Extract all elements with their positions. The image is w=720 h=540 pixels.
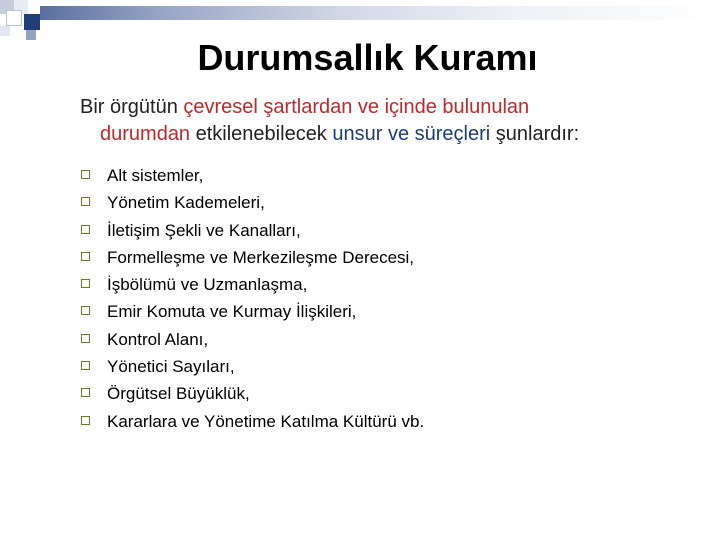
hollow-square-bullet-icon <box>81 334 90 343</box>
list-item-label: Kontrol Alanı, <box>107 329 209 349</box>
decor-square <box>6 10 22 26</box>
list-item-label: Alt sistemler, <box>107 166 204 185</box>
hollow-square-bullet-icon <box>81 252 90 261</box>
hollow-square-bullet-icon <box>81 225 90 234</box>
list-item <box>80 380 424 407</box>
bullet-list <box>80 162 424 435</box>
list-item-label: Yönetim Kademeleri, <box>107 193 265 213</box>
hollow-square-bullet-icon <box>81 416 90 425</box>
list-item <box>80 298 424 325</box>
list-item-label: Formelleşme ve Merkezileşme Derecesi, <box>107 247 415 267</box>
intro-highlight: çevresel şartlardan ve içinde bulunulan <box>183 96 530 118</box>
list-item-label: İşbölümü ve Uzmanlaşma, <box>107 275 308 295</box>
intro-line-2 <box>80 121 700 148</box>
hollow-square-bullet-icon <box>81 361 90 370</box>
decor-square <box>24 14 40 30</box>
hollow-square-bullet-icon <box>81 170 90 179</box>
list-item-label: Örgütsel Büyüklük, <box>107 384 250 404</box>
slide-title: Durumsallık Kuramı <box>197 37 538 78</box>
hollow-square-bullet-icon <box>81 279 90 288</box>
list-item <box>80 353 424 380</box>
intro-text: şunlardır: <box>490 123 580 145</box>
intro-paragraph <box>80 94 700 148</box>
intro-highlight-blue: unsur ve süreçleri <box>332 123 491 145</box>
intro-text: Bir örgütün <box>80 96 184 118</box>
header-gradient-bar <box>40 6 720 20</box>
list-item <box>80 189 424 216</box>
list-item-label: Emir Komuta ve Kurmay İlişkileri, <box>107 302 357 322</box>
hollow-square-bullet-icon <box>81 306 90 315</box>
list-item <box>80 271 424 298</box>
intro-highlight: durumdan <box>100 123 191 145</box>
list-item-label: İletişim Şekli ve Kanalları, <box>107 220 301 240</box>
list-item <box>80 408 424 435</box>
list-item-label: Kararlara ve Yönetime Katılma Kültürü vb. <box>107 411 425 431</box>
list-item <box>80 244 424 271</box>
hollow-square-bullet-icon <box>81 388 90 397</box>
list-item-label: Yönetici Sayıları, <box>107 357 235 377</box>
list-item <box>80 217 424 244</box>
hollow-square-bullet-icon <box>81 197 90 206</box>
intro-text: etkilenebilecek <box>190 123 333 145</box>
list-item <box>80 162 424 189</box>
list-item <box>80 326 424 353</box>
